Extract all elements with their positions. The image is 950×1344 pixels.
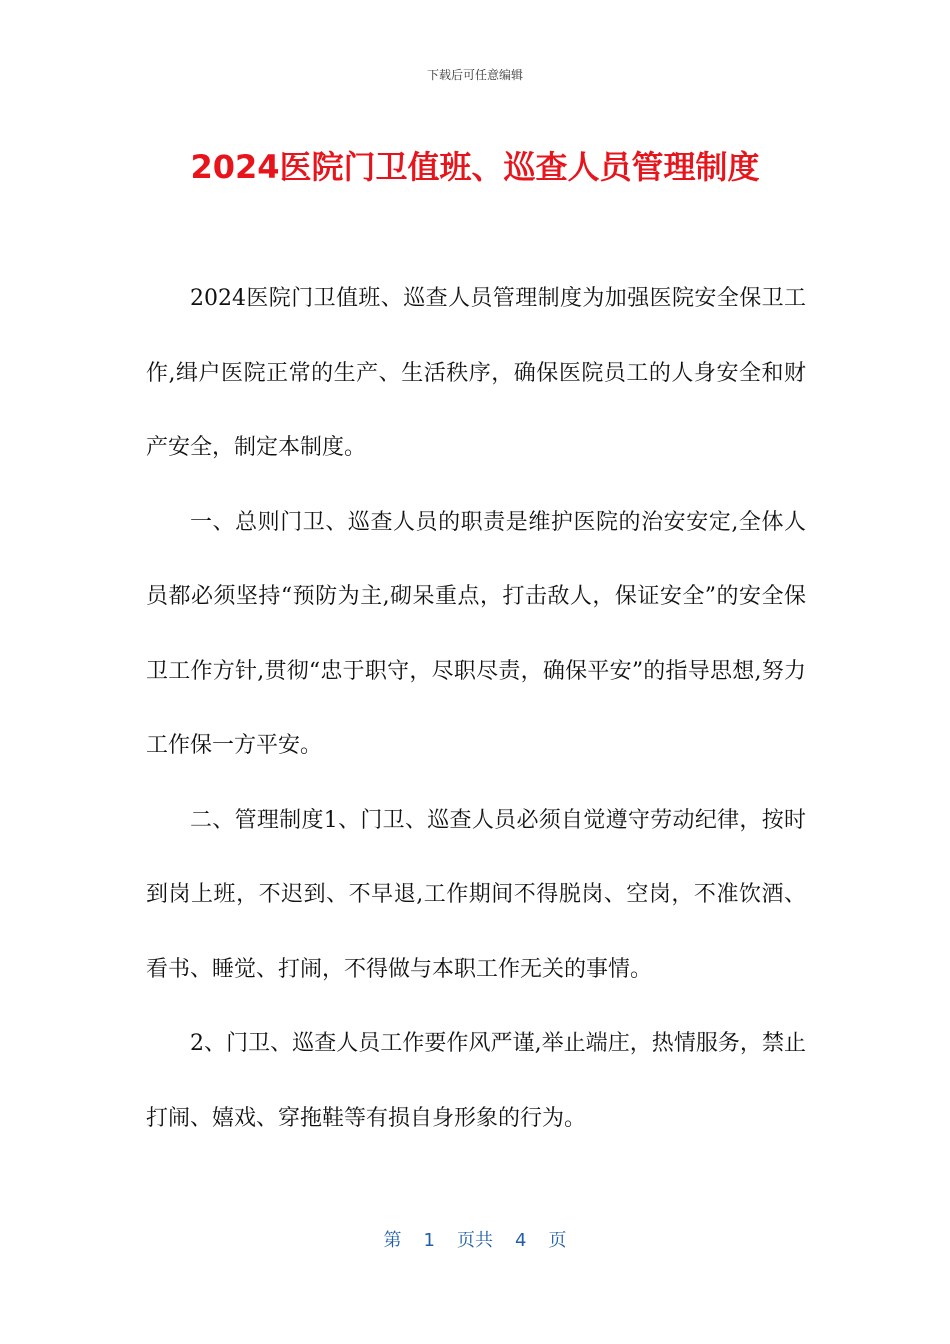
footer-page-number: 1: [423, 1230, 435, 1251]
header-note: 下载后可任意编辑: [426, 68, 523, 82]
document-title: 2024医院门卫值班、巡查人员管理制度: [190, 148, 760, 186]
footer-middle: 页共: [457, 1230, 493, 1251]
paragraph-general-principles: 一、总则门卫、巡查人员的职责是维护医院的治安安定,全体人员都必须坚持“预防为主,砌呆重点，打击敌人，保证安全”的安全保卫工作方针,贯彻“忠于职守，尽职尽责，确保平安”的指导思想,努力工作保一方平安。: [146, 509, 806, 758]
footer-suffix: 页: [548, 1230, 567, 1251]
paragraph-management-rule-1: 二、管理制度1、门卫、巡查人员必须自觉遵守劳动纪律，按时到岗上班，不迟到、不早退,工作期间不得脱岗、空岗，不准饮酒、看书、睡觉、打闹，不得做与本职工作无关的事情。: [146, 807, 806, 982]
footer-prefix: 第: [383, 1230, 402, 1251]
paragraph-intro: 2024医院门卫值班、巡查人员管理制度为加强医院安全保卫工作,缉户医院正常的生产、生活秩序，确保医院员工的人身安全和财产安全，制定本制度。: [146, 286, 806, 460]
paragraph-management-rule-2: 2、门卫、巡查人员工作要作风严谨,举止端庄，热情服务，禁止打闹、嬉戏、穿拖鞋等有损自身形象的行为。: [146, 1031, 806, 1131]
document-body: [146, 262, 806, 1156]
page-footer: [0, 1226, 950, 1252]
footer-total-pages: 4: [515, 1230, 527, 1251]
